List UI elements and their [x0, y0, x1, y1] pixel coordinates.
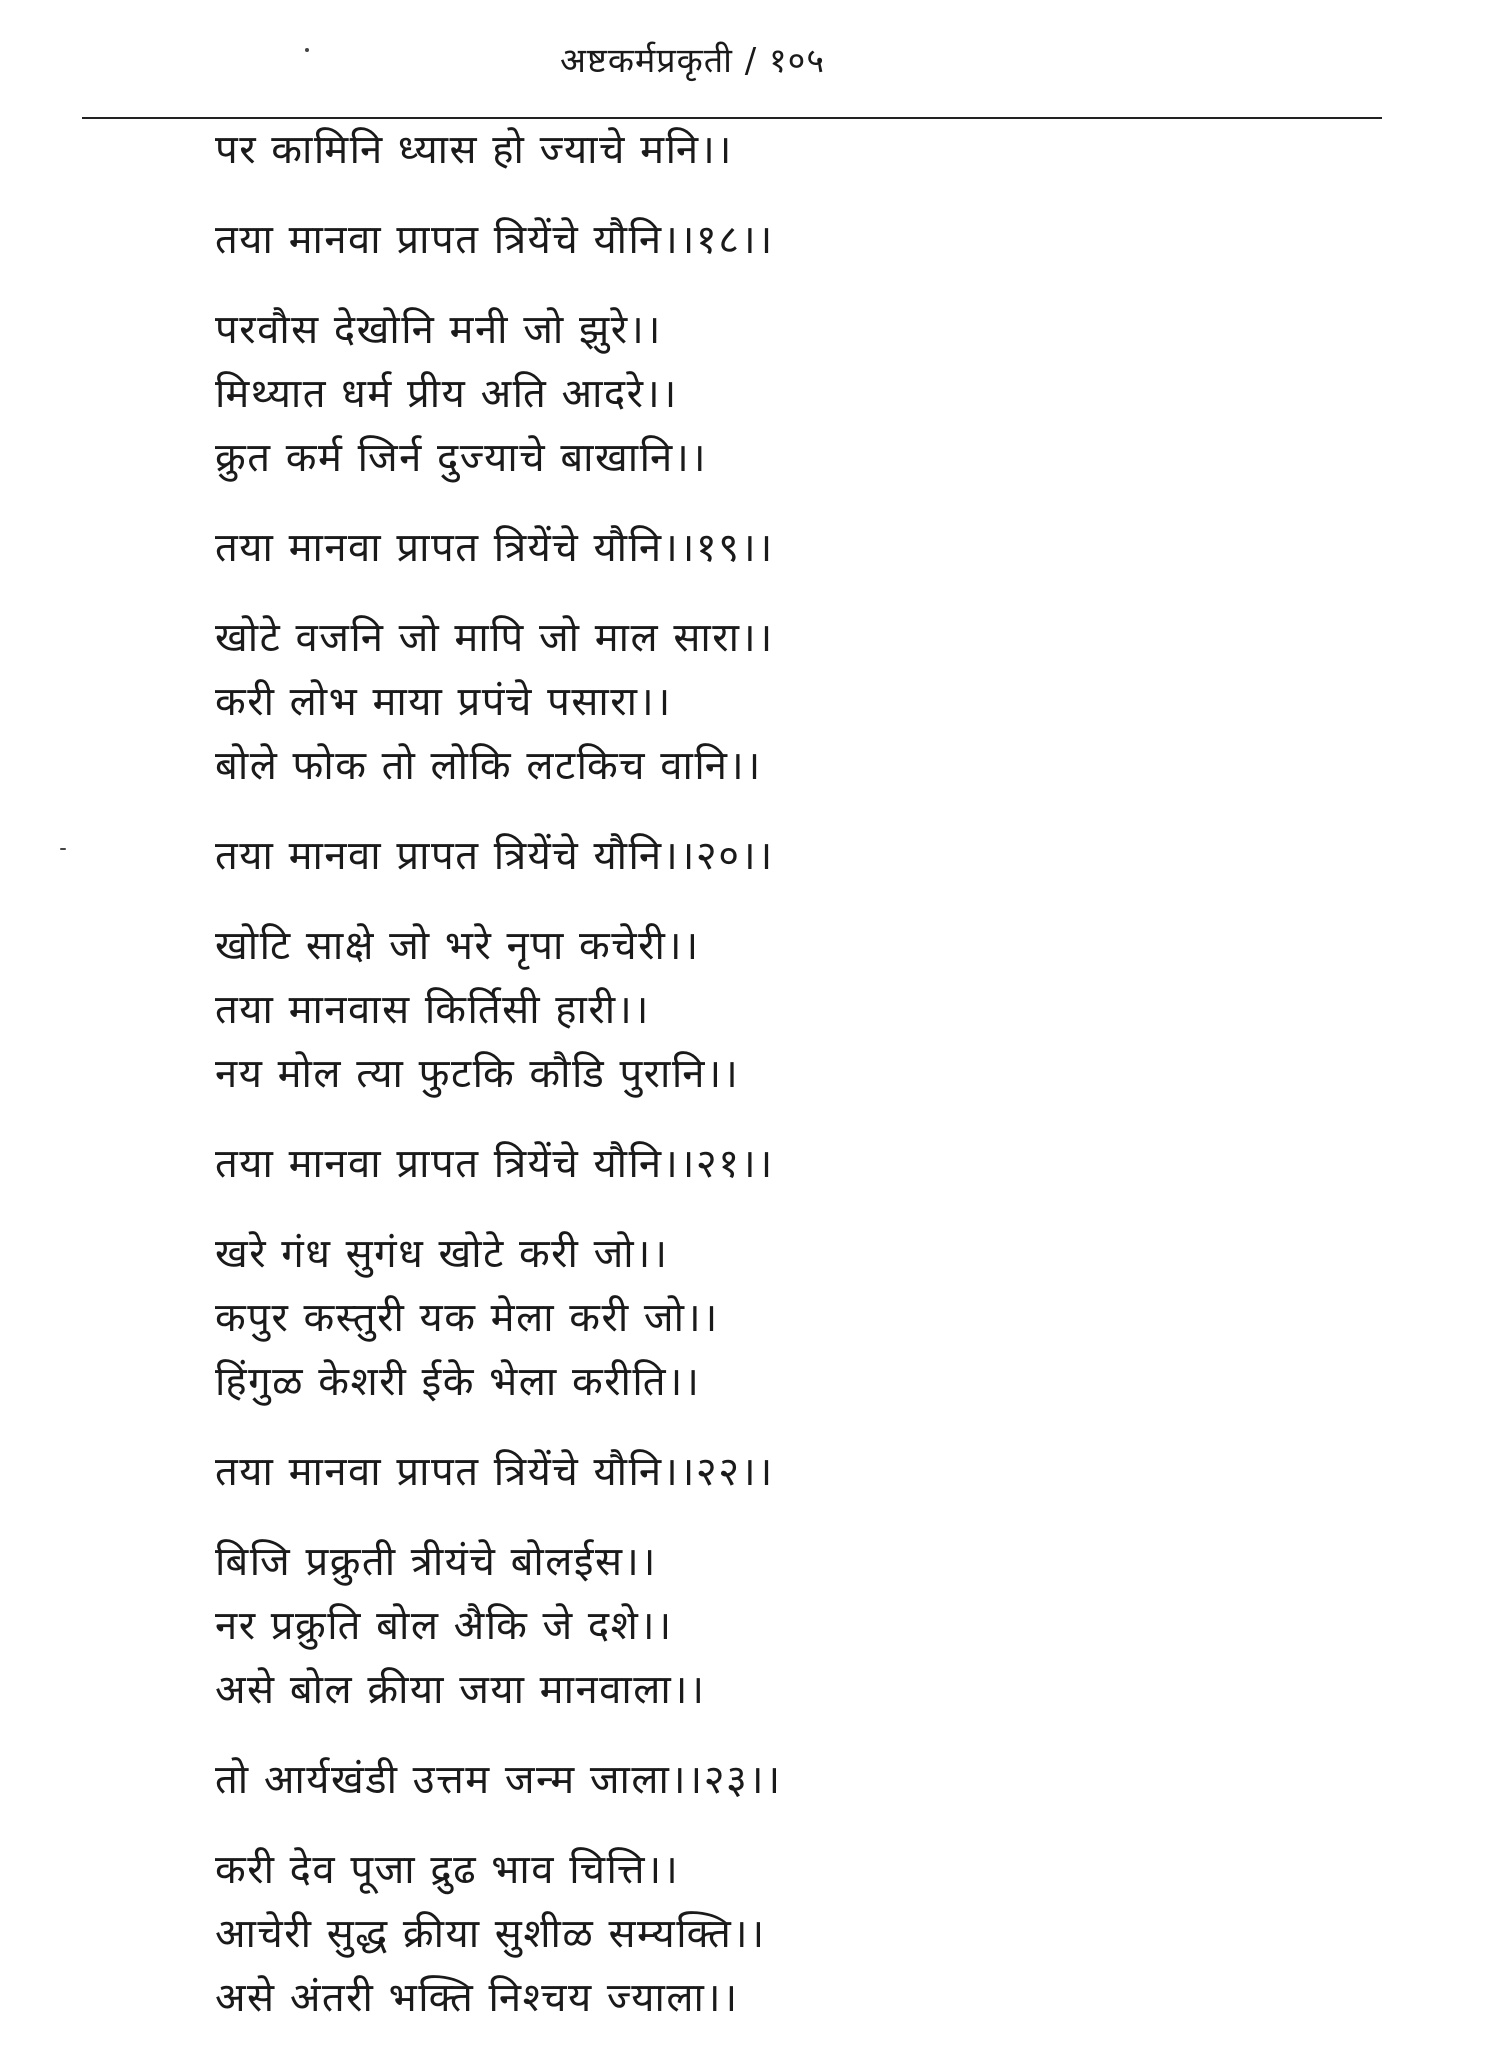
verse-line: क्रुत कर्म जिर्न दुज्याचे बाखानि।। [215, 435, 707, 481]
stanza [215, 1530, 1415, 1722]
verse-line: मिथ्यात धर्म प्रीय अति आदरे।। [215, 371, 678, 417]
verse-line: तया मानवास किर्तिसी हारी।। [215, 987, 650, 1033]
verse-line: खरे गंध सुगंध खोटे करी जो।। [215, 1231, 669, 1277]
verse-line: करी देव पूजा द्रुढ भाव चित्ति।। [215, 1847, 680, 1893]
verse-line: तया मानवा प्रापत त्रियेंचे यौनि।।२२।। [215, 1449, 774, 1495]
verse-line: हिंगुळ केशरी ईके भेला करीति।। [215, 1359, 701, 1405]
verse-line: असे अंतरी भक्ति निश्चय ज्याला।। [215, 1975, 739, 2021]
verse-body [215, 118, 1415, 2056]
verse-line: बिजि प्रक्रुती त्रीयंचे बोलईस।। [215, 1539, 657, 1585]
verse-line: नय मोल त्या फुटकि कौडि पुरानि।। [215, 1051, 740, 1097]
stanza [215, 516, 1415, 580]
verse-line: तया मानवा प्रापत त्रियेंचे यौनि।।१९।। [215, 525, 774, 571]
stanza [215, 1132, 1415, 1196]
stanza [215, 606, 1415, 798]
stanza [215, 208, 1415, 272]
verse-line: नर प्रक्रुति बोल अैकि जे दशे।। [215, 1603, 673, 1649]
page-speck [305, 48, 309, 52]
page-speck [60, 848, 66, 850]
stanza [215, 1838, 1415, 2030]
verse-line: परवौस देखोनि मनी जो झुरे।। [215, 307, 662, 353]
verse-line: आचेरी सुद्ध क्रीया सुशीळ सम्यक्ति।। [215, 1911, 766, 1957]
stanza [215, 824, 1415, 888]
stanza [215, 1440, 1415, 1504]
verse-line: तो आर्यखंडी उत्तम जन्म जाला।।२३।। [215, 1757, 782, 1803]
stanza [215, 118, 1415, 182]
running-header: अष्टकर्मप्रकृती / १०५ [560, 41, 826, 81]
stanza [215, 914, 1415, 1106]
verse-line: करी लोभ माया प्रपंचे पसारा।। [215, 679, 672, 725]
verse-line: असे बोल क्रीया जया मानवाला।। [215, 1667, 706, 1713]
verse-line: तया मानवा प्रापत त्रियेंचे यौनि।।२१।। [215, 1141, 774, 1187]
verse-line: पर कामिनि ध्यास हो ज्याचे मनि।। [215, 127, 733, 173]
stanza [215, 298, 1415, 490]
verse-line: तया मानवा प्रापत त्रियेंचे यौनि।।२०।। [215, 833, 774, 879]
verse-line: तया मानवा प्रापत त्रियेंचे यौनि।।१८।। [215, 217, 774, 263]
verse-line: कपुर कस्तुरी यक मेला करी जो।। [215, 1295, 719, 1341]
verse-line: खोटे वजनि जो मापि जो माल सारा।। [215, 615, 774, 661]
verse-line: बोले फोक तो लोकि लटकिच वानि।। [215, 743, 762, 789]
stanza [215, 1222, 1415, 1414]
verse-line: खोटि साक्षे जो भरे नृपा कचेरी।। [215, 923, 700, 969]
stanza [215, 1748, 1415, 1812]
